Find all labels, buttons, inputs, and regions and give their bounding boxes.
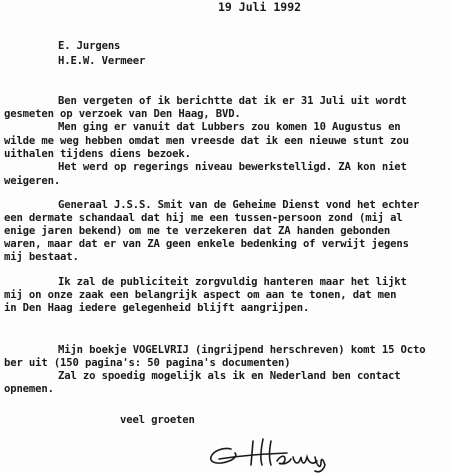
handwritten-signature (205, 435, 355, 473)
body-line-4: wilde me weg hebben omdat men vreesde dat ik een nieuwe stunt zou (4, 135, 409, 147)
body-line-19: opnemen. (4, 383, 54, 395)
body-line-8: Generaal J.S.S. Smit van de Geheime Dienst vond het echter (58, 199, 420, 211)
addressee-2: H.E.W. Vermeer (58, 55, 146, 67)
body-line-10: enige jaren bekend) om me te verzekeren dat ZA handen gebonden (4, 225, 391, 237)
body-line-11: waren, maar dat er van ZA geen enkele bedenking of verwijt jegens (4, 238, 409, 250)
body-line-6: Het werd op regerings niveau bewerkstelligd. ZA kon niet (58, 161, 407, 173)
closing-text: veel groeten (120, 414, 195, 426)
body-line-2: gesmeten op verzoek van Den Haag, BVD. (4, 108, 241, 120)
body-line-9: een dermate schandaal dat hij me een tussen-persoon zond (mij al (4, 212, 403, 224)
addressee-1: E. Jurgens (58, 40, 121, 52)
body-line-7: weigeren. (4, 175, 61, 187)
body-line-5: uithalen tijdens diens bezoek. (4, 148, 191, 160)
body-line-3: Men ging er vanuit dat Lubbers zou komen 10 Augustus en (58, 121, 401, 133)
body-line-12: mij bestaat. (4, 251, 79, 263)
body-line-15: in Den Haag iedere gelegenheid blijft aangrijpen. (4, 302, 310, 314)
body-line-16: Mijn boekje VOGELVRIJ (ingrijpend herschreven) komt 15 Octo (58, 344, 426, 356)
letter-date: 19 Juli 1992 (218, 0, 302, 14)
body-line-1: Ben vergeten of ik berichtte dat ik er 31 Juli uit wordt (58, 95, 407, 107)
body-line-13: Ik zal de publiciteit zorgvuldig hanteren maar het lijkt (58, 276, 407, 288)
body-line-18: Zal zo spoedig mogelijk als ik en Nederland ben contact (58, 370, 401, 382)
body-line-17: ber uit (150 pagina's: 50 pagina's documenten) (4, 357, 291, 369)
body-line-14: mij on onze zaak een belangrijk aspect om aan te tonen, dat men (4, 289, 397, 301)
